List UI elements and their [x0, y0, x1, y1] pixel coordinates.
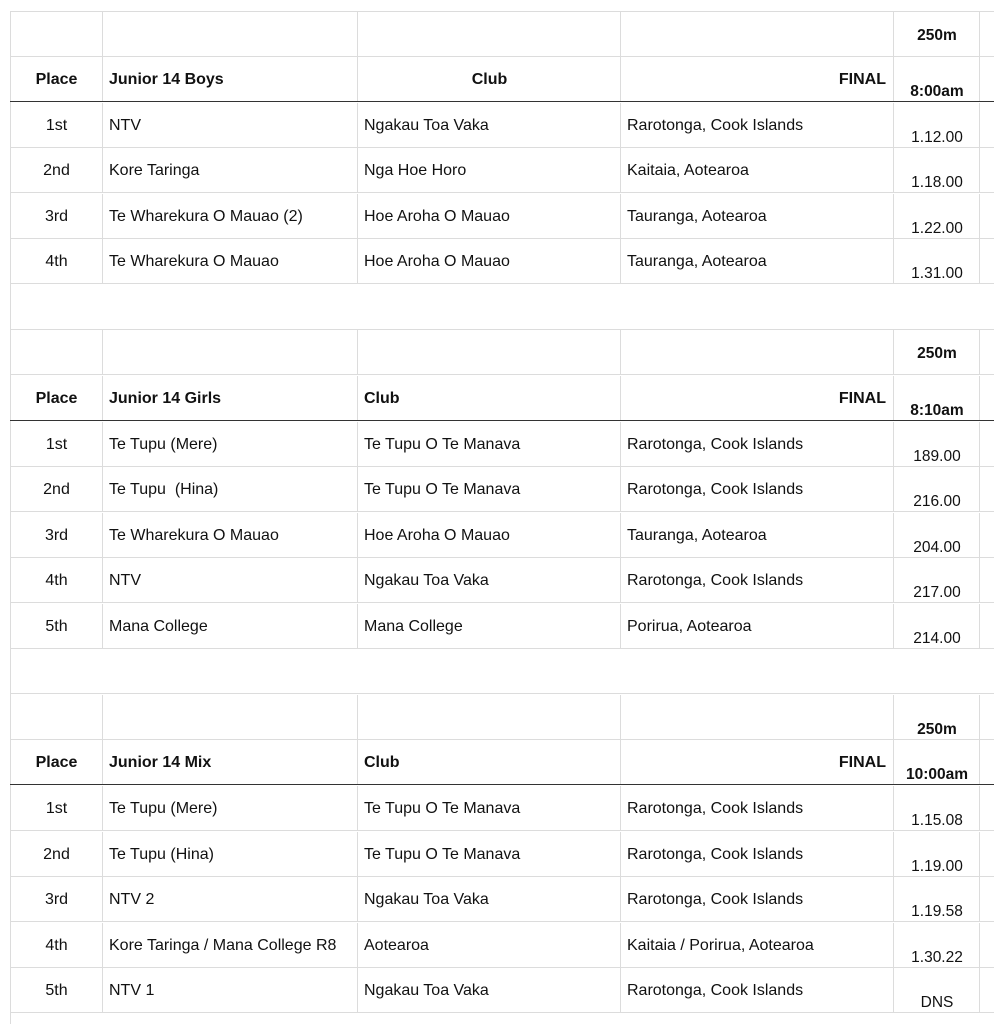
cell	[980, 832, 994, 876]
place-cell[interactable]	[10, 923, 103, 967]
club-cell[interactable]	[358, 239, 621, 283]
final-header-cell[interactable]	[621, 376, 894, 420]
time-cell[interactable]	[894, 832, 980, 876]
club-cell[interactable]	[358, 786, 621, 830]
location-cell[interactable]	[621, 467, 894, 511]
location-value: Kaitaia, Aotearoa	[627, 162, 749, 179]
event-title: Junior 14 Girls	[109, 390, 222, 407]
team-value: NTV 2	[109, 891, 155, 908]
place-header: Place	[35, 754, 78, 771]
table-row	[10, 786, 994, 831]
final-header-cell[interactable]	[621, 740, 894, 784]
location-value: Tauranga, Aotearoa	[627, 527, 767, 544]
place-value: 4th	[45, 253, 68, 270]
place-cell[interactable]	[10, 148, 103, 192]
location-value: Rarotonga, Cook Islands	[627, 436, 804, 453]
cell	[10, 695, 103, 739]
time-value: 217.00	[913, 584, 961, 601]
table-row	[10, 877, 994, 922]
team-value: NTV	[109, 117, 141, 134]
cell	[621, 695, 894, 739]
place-value: 1st	[45, 117, 68, 134]
place-value: 2nd	[43, 846, 70, 863]
location-value: Rarotonga, Cook Islands	[627, 117, 804, 134]
team-header-cell[interactable]	[103, 740, 358, 784]
club-value: Ngakau Toa Vaka	[364, 572, 489, 589]
club-value: Hoe Aroha O Mauao	[364, 208, 510, 225]
cell	[10, 12, 103, 56]
place-header-cell[interactable]	[10, 57, 103, 101]
club-cell[interactable]	[358, 422, 621, 466]
place-value: 4th	[45, 572, 68, 589]
blank-row	[10, 285, 994, 330]
cell	[980, 12, 994, 56]
club-cell[interactable]	[358, 467, 621, 511]
location-value: Rarotonga, Cook Islands	[627, 982, 804, 999]
cell	[980, 376, 994, 420]
cell	[980, 558, 994, 602]
club-value: Aotearoa	[364, 937, 429, 954]
cell	[980, 148, 994, 192]
time-cell[interactable]	[894, 604, 980, 648]
team-cell[interactable]	[103, 558, 358, 602]
cell	[980, 239, 994, 283]
team-value: Te Wharekura O Mauao	[109, 527, 279, 544]
club-cell[interactable]	[358, 832, 621, 876]
time-value: 189.00	[913, 448, 961, 465]
team-value: Mana College	[109, 618, 208, 635]
cell	[358, 330, 621, 374]
cell	[10, 330, 103, 374]
place-value: 4th	[45, 937, 68, 954]
club-cell[interactable]	[358, 513, 621, 557]
team-cell[interactable]	[103, 877, 358, 921]
time-cell[interactable]	[894, 786, 980, 830]
table-row	[10, 558, 994, 603]
team-cell[interactable]	[103, 923, 358, 967]
distance-label: 250m	[917, 27, 957, 44]
time-cell[interactable]	[894, 422, 980, 466]
club-header-cell[interactable]	[358, 376, 621, 420]
time-cell[interactable]	[894, 877, 980, 921]
time-value: 214.00	[913, 630, 961, 647]
club-cell[interactable]	[358, 968, 621, 1012]
time-cell[interactable]	[894, 103, 980, 147]
table-row	[10, 194, 994, 239]
place-value: 5th	[45, 618, 68, 635]
team-cell[interactable]	[103, 103, 358, 147]
start-time-cell[interactable]	[894, 376, 980, 420]
cell	[980, 422, 994, 466]
team-value: Te Wharekura O Mauao	[109, 253, 279, 270]
cell	[103, 695, 358, 739]
club-cell[interactable]	[358, 877, 621, 921]
distance-cell[interactable]	[894, 330, 980, 374]
section-2-distance-row	[10, 330, 994, 375]
place-header: Place	[35, 71, 78, 88]
team-value: Kore Taringa / Mana College R8	[109, 937, 337, 954]
team-cell[interactable]	[103, 604, 358, 648]
table-row	[10, 422, 994, 467]
team-cell[interactable]	[103, 422, 358, 466]
cell	[980, 330, 994, 374]
place-header-cell[interactable]	[10, 740, 103, 784]
team-cell[interactable]	[103, 148, 358, 192]
place-value: 1st	[45, 436, 68, 453]
place-cell[interactable]	[10, 968, 103, 1012]
team-header-cell[interactable]	[103, 57, 358, 101]
start-time: 8:10am	[910, 402, 964, 419]
time-cell[interactable]	[894, 467, 980, 511]
cell	[103, 330, 358, 374]
cell	[980, 923, 994, 967]
cell	[980, 513, 994, 557]
place-cell[interactable]	[10, 513, 103, 557]
table-row	[10, 923, 994, 968]
cell	[980, 740, 994, 784]
time-value: 1.22.00	[911, 220, 963, 237]
team-value: NTV	[109, 572, 141, 589]
place-value: 1st	[45, 800, 68, 817]
club-value: Nga Hoe Horo	[364, 162, 467, 179]
place-value: 2nd	[43, 162, 70, 179]
place-value: 3rd	[44, 527, 69, 544]
team-value: Te Tupu (Hina)	[109, 846, 214, 863]
location-cell[interactable]	[621, 968, 894, 1012]
club-header: Club	[364, 390, 400, 407]
club-value: Te Tupu O Te Manava	[364, 481, 521, 498]
cell	[980, 103, 994, 147]
distance-label: 250m	[917, 721, 957, 738]
club-value: Ngakau Toa Vaka	[364, 117, 489, 134]
start-time: 8:00am	[910, 83, 964, 100]
cell	[980, 194, 994, 238]
cell	[980, 786, 994, 830]
blank-row	[10, 649, 994, 694]
team-cell[interactable]	[103, 786, 358, 830]
club-value: Te Tupu O Te Manava	[364, 800, 521, 817]
cell	[358, 695, 621, 739]
place-cell[interactable]	[10, 422, 103, 466]
time-cell[interactable]	[894, 558, 980, 602]
location-cell[interactable]	[621, 604, 894, 648]
location-value: Tauranga, Aotearoa	[627, 208, 767, 225]
location-cell[interactable]	[621, 877, 894, 921]
table-row	[10, 148, 994, 193]
club-value: Te Tupu O Te Manava	[364, 436, 521, 453]
location-value: Rarotonga, Cook Islands	[627, 481, 804, 498]
location-value: Porirua, Aotearoa	[627, 618, 752, 635]
location-cell[interactable]	[621, 923, 894, 967]
club-value: Ngakau Toa Vaka	[364, 982, 489, 999]
location-cell[interactable]	[621, 832, 894, 876]
team-cell[interactable]	[103, 832, 358, 876]
section-1-distance-row	[10, 12, 994, 57]
place-cell[interactable]	[10, 467, 103, 511]
section-3-distance-row	[10, 695, 994, 740]
club-value: Hoe Aroha O Mauao	[364, 253, 510, 270]
team-value: Kore Taringa	[109, 162, 200, 179]
place-value: 5th	[45, 982, 68, 999]
time-cell[interactable]	[894, 239, 980, 283]
time-value: 216.00	[913, 493, 961, 510]
distance-label: 250m	[917, 345, 957, 362]
team-value: NTV 1	[109, 982, 155, 999]
time-cell[interactable]	[894, 513, 980, 557]
location-value: Rarotonga, Cook Islands	[627, 572, 804, 589]
time-value: 1.30.22	[911, 949, 963, 966]
place-cell[interactable]	[10, 604, 103, 648]
club-value: Ngakau Toa Vaka	[364, 891, 489, 908]
location-cell[interactable]	[621, 194, 894, 238]
start-time: 10:00am	[905, 766, 969, 783]
location-value: Rarotonga, Cook Islands	[627, 891, 804, 908]
location-cell[interactable]	[621, 422, 894, 466]
place-cell[interactable]	[10, 877, 103, 921]
final-header: FINAL	[838, 390, 886, 407]
time-cell[interactable]	[894, 194, 980, 238]
team-cell[interactable]	[103, 194, 358, 238]
cell	[980, 968, 994, 1012]
club-value: Mana College	[364, 618, 463, 635]
time-value: 1.19.00	[911, 858, 963, 875]
section-2-header-row	[10, 376, 994, 421]
place-value: 3rd	[44, 208, 69, 225]
team-cell[interactable]	[103, 239, 358, 283]
table-row	[10, 239, 994, 284]
club-cell[interactable]	[358, 923, 621, 967]
table-row	[10, 832, 994, 877]
start-time-cell[interactable]	[894, 57, 980, 101]
location-cell[interactable]	[621, 513, 894, 557]
place-header-cell[interactable]	[10, 376, 103, 420]
club-cell[interactable]	[358, 558, 621, 602]
place-value: 2nd	[43, 481, 70, 498]
cell	[980, 467, 994, 511]
final-header: FINAL	[838, 71, 886, 88]
cell	[980, 877, 994, 921]
time-cell[interactable]	[894, 148, 980, 192]
location-value: Rarotonga, Cook Islands	[627, 846, 804, 863]
distance-cell[interactable]	[894, 695, 980, 739]
start-time-cell[interactable]	[894, 740, 980, 784]
club-header-cell[interactable]	[358, 740, 621, 784]
place-cell[interactable]	[10, 786, 103, 830]
table-row	[10, 968, 994, 1013]
club-header: Club	[471, 71, 508, 88]
club-header-cell[interactable]	[358, 57, 621, 101]
club-cell[interactable]	[358, 604, 621, 648]
cell	[621, 330, 894, 374]
time-cell[interactable]	[894, 968, 980, 1012]
team-value: Te Tupu (Mere)	[109, 800, 218, 817]
final-header: FINAL	[838, 754, 886, 771]
location-value: Tauranga, Aotearoa	[627, 253, 767, 270]
distance-cell[interactable]	[894, 12, 980, 56]
location-value: Rarotonga, Cook Islands	[627, 800, 804, 817]
location-cell[interactable]	[621, 786, 894, 830]
team-header-cell[interactable]	[103, 376, 358, 420]
location-cell[interactable]	[621, 558, 894, 602]
cell	[980, 695, 994, 739]
event-title: Junior 14 Boys	[109, 71, 224, 88]
section-1-header-row	[10, 57, 994, 102]
club-cell[interactable]	[358, 103, 621, 147]
location-cell[interactable]	[621, 239, 894, 283]
table-row	[10, 513, 994, 558]
place-cell[interactable]	[10, 194, 103, 238]
place-cell[interactable]	[10, 558, 103, 602]
event-title: Junior 14 Mix	[109, 754, 212, 771]
team-value: Te Tupu (Mere)	[109, 436, 218, 453]
team-cell[interactable]	[103, 513, 358, 557]
place-header: Place	[35, 390, 78, 407]
club-value: Hoe Aroha O Mauao	[364, 527, 510, 544]
table-row	[10, 604, 994, 649]
cell	[103, 12, 358, 56]
time-value: 1.12.00	[911, 129, 963, 146]
section-3-header-row	[10, 740, 994, 785]
time-value: DNS	[920, 994, 954, 1011]
place-value: 3rd	[44, 891, 69, 908]
team-cell[interactable]	[103, 968, 358, 1012]
team-value: Te Tupu (Hina)	[109, 481, 219, 498]
location-value: Kaitaia / Porirua, Aotearoa	[627, 937, 814, 954]
club-value: Te Tupu O Te Manava	[364, 846, 521, 863]
location-cell[interactable]	[621, 148, 894, 192]
club-cell[interactable]	[358, 148, 621, 192]
club-header: Club	[364, 754, 400, 771]
cell	[980, 604, 994, 648]
cell	[621, 12, 894, 56]
table-row	[10, 103, 994, 148]
final-header-cell[interactable]	[621, 57, 894, 101]
team-cell[interactable]	[103, 467, 358, 511]
table-row	[10, 467, 994, 512]
time-value: 1.31.00	[911, 265, 963, 282]
location-cell[interactable]	[621, 103, 894, 147]
time-cell[interactable]	[894, 923, 980, 967]
club-cell[interactable]	[358, 194, 621, 238]
place-cell[interactable]	[10, 103, 103, 147]
place-cell[interactable]	[10, 832, 103, 876]
team-value: Te Wharekura O Mauao (2)	[109, 208, 303, 225]
cell	[358, 12, 621, 56]
place-cell[interactable]	[10, 239, 103, 283]
time-value: 1.15.08	[911, 812, 963, 829]
cell	[980, 57, 994, 101]
time-value: 1.19.58	[911, 903, 963, 920]
time-value: 204.00	[913, 539, 961, 556]
time-value: 1.18.00	[911, 174, 963, 191]
